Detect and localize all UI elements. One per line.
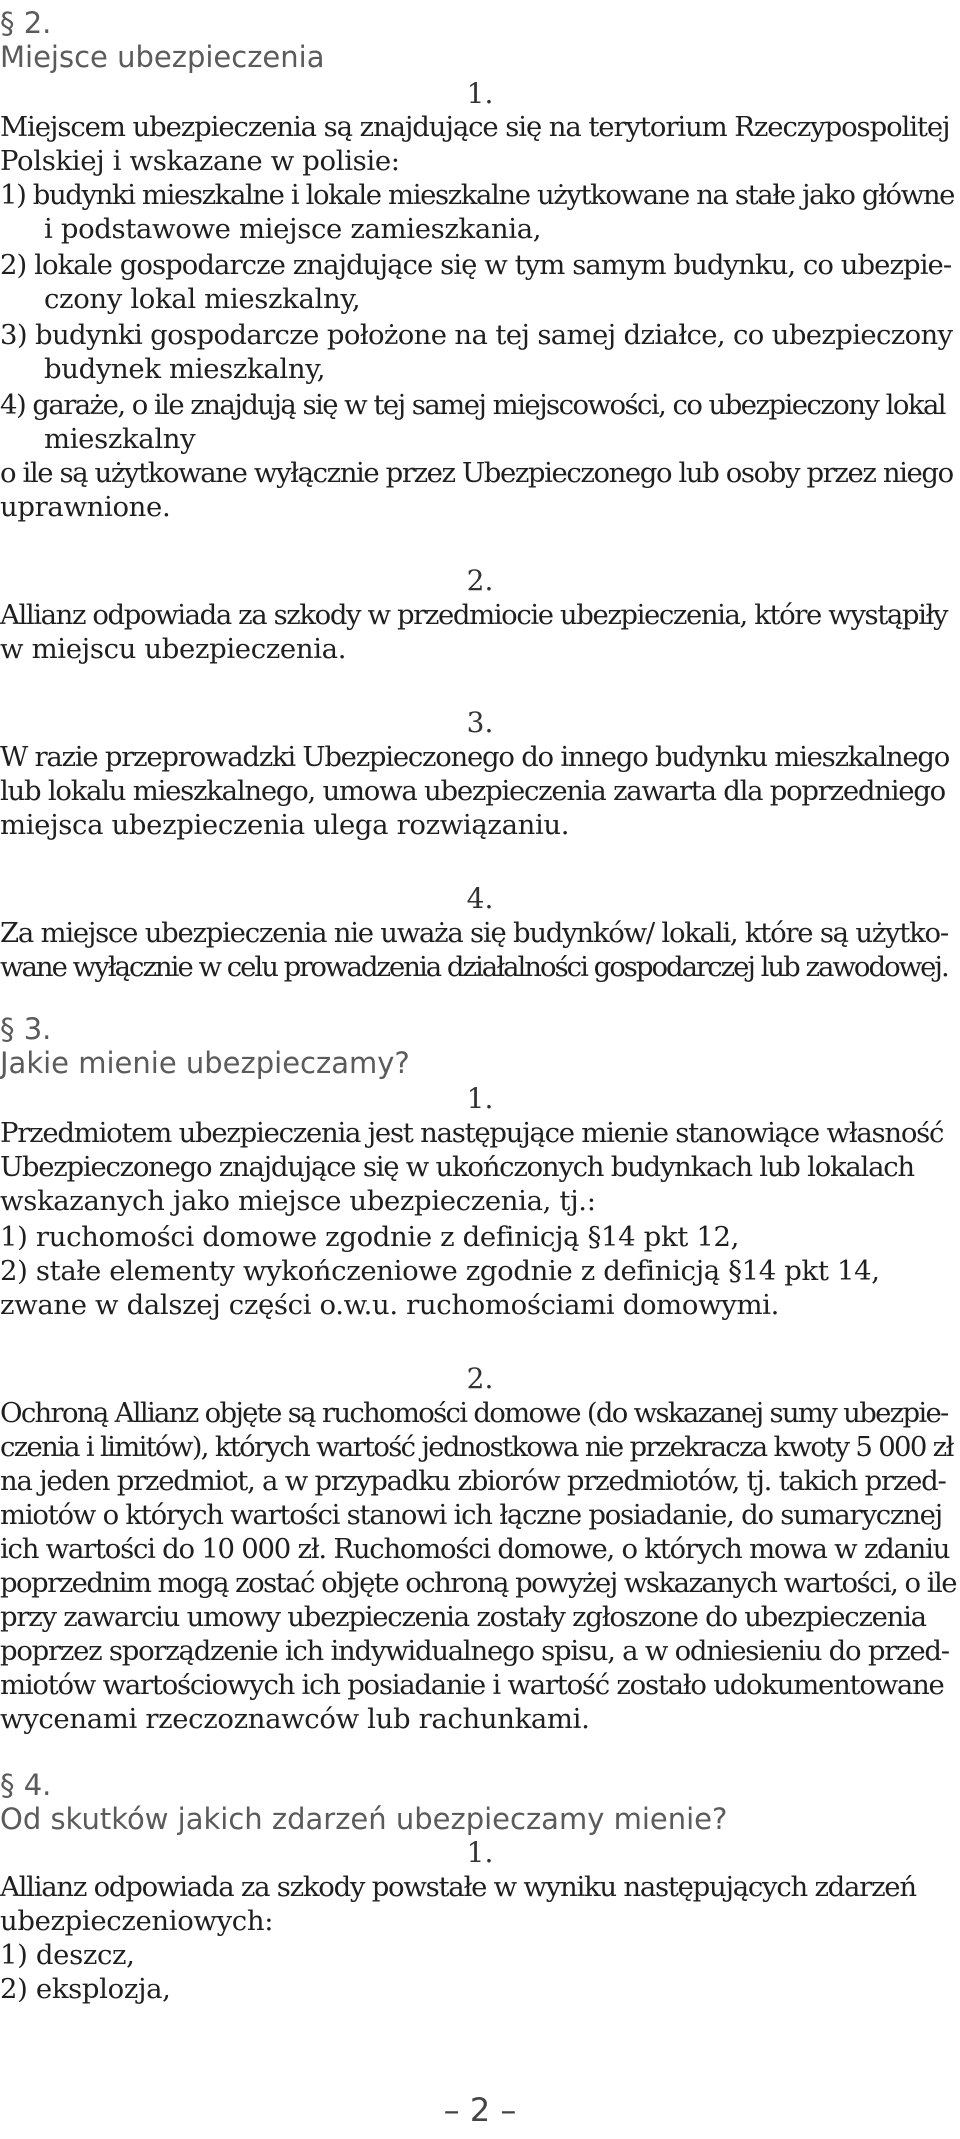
text-line: Miejscem ubezpieczenia są znajdujące się na terytorium Rzeczypospolitej [0, 111, 950, 143]
section-3-sign: § 3. [0, 1012, 52, 1046]
list-item-line: 1) deszcz, [0, 1939, 135, 1971]
text-line: na jeden przedmiot, a w przypadku zbiorów przedmiotów, tj. takich przed- [0, 1465, 946, 1497]
text-line: wycenami rzeczoznawców lub rachunkami. [0, 1703, 590, 1735]
list-item-line: czony lokal mieszkalny, [44, 283, 361, 315]
text-line: ubezpieczeniowych: [0, 1905, 274, 1937]
text-line: miotów o których wartości stanowi ich łączne posiadanie, do sumarycznej [0, 1499, 942, 1531]
paragraph-number: 2. [466, 564, 494, 597]
paragraph-number: 1. [466, 1836, 494, 1869]
text-line: ich wartości do 10 000 zł. Ruchomości domowe, o których mowa w zdaniu [0, 1533, 950, 1565]
text-line: Przedmiotem ubezpieczenia jest następujące mienie stanowiące własność [0, 1117, 944, 1149]
section-3-title: Jakie mienie ubezpieczamy? [0, 1046, 410, 1080]
paragraph-number: 3. [466, 706, 494, 739]
paragraph-number: 1. [466, 77, 494, 110]
text-line: miotów wartościowych ich posiadanie i wartość zostało udokumentowane [0, 1669, 944, 1701]
list-item-line: 2) stałe elementy wykończeniowe zgodnie z definicją §14 pkt 14, [0, 1255, 880, 1287]
text-line: Ochroną Allianz objęte są ruchomości domowe (do wskazanej sumy ubezpie- [0, 1397, 948, 1429]
section-2-title: Miejsce ubezpieczenia [0, 40, 325, 74]
text-line: Polskiej i wskazane w polisie: [0, 145, 400, 177]
paragraph-number: 1. [466, 1082, 494, 1115]
list-item-line: budynek mieszkalny, [44, 353, 326, 385]
text-line: lub lokalu mieszkalnego, umowa ubezpieczenia zawarta dla poprzedniego [0, 775, 945, 807]
text-line: Za miejsce ubezpieczenia nie uważa się budynków/ lokali, które są użytko- [0, 917, 948, 949]
text-line: Ubezpieczonego znajdujące się w ukończonych budynkach lub lokalach [0, 1151, 914, 1183]
list-item-line: 2) lokale gospodarcze znajdujące się w tym samym budynku, co ubezpie- [0, 249, 952, 281]
text-line: miejsca ubezpieczenia ulega rozwiązaniu. [0, 809, 570, 841]
paragraph-number: 2. [466, 1362, 494, 1395]
list-item-line: 1) budynki mieszkalne i lokale mieszkalne użytkowane na stałe jako główne [0, 179, 955, 211]
text-line: wane wyłącznie w celu prowadzenia działalności gospodarczej lub zawodowej. [0, 951, 948, 983]
text-line: wskazanych jako miejsce ubezpieczenia, tj.: [0, 1185, 596, 1217]
text-line: przy zawarciu umowy ubezpieczenia zostały zgłoszone do ubezpieczenia [0, 1601, 926, 1633]
paragraph-number: 4. [466, 882, 494, 915]
text-line: o ile są użytkowane wyłącznie przez Ubezpieczonego lub osoby przez niego [0, 457, 953, 489]
section-4-sign: § 4. [0, 1768, 52, 1802]
section-4-title: Od skutków jakich zdarzeń ubezpieczamy mienie? [0, 1802, 728, 1836]
list-item-line: 2) eksplozja, [0, 1973, 171, 2005]
page-number: – 2 – [443, 2091, 517, 2129]
text-line: poprzednim mogą zostać objęte ochroną powyżej wskazanych wartości, o ile [0, 1567, 956, 1599]
text-line: uprawnione. [0, 491, 171, 523]
list-item-line: mieszkalny [44, 423, 196, 455]
text-line: Allianz odpowiada za szkody w przedmiocie ubezpieczenia, które wystąpiły [0, 599, 948, 631]
section-2-sign: § 2. [0, 6, 52, 40]
text-line: zwane w dalszej części o.w.u. ruchomościami domowymi. [0, 1289, 780, 1321]
list-item-line: 1) ruchomości domowe zgodnie z definicją §14 pkt 12, [0, 1221, 740, 1253]
list-item-line: 3) budynki gospodarcze położone na tej samej działce, co ubezpieczony [0, 319, 953, 351]
text-line: czenia i limitów), których wartość jednostkowa nie przekracza kwoty 5 000 zł [0, 1431, 953, 1463]
text-line: poprzez sporządzenie ich indywidualnego spisu, a w odniesieniu do przed- [0, 1635, 949, 1667]
list-item-line: i podstawowe miejsce zamieszkania, [44, 213, 542, 245]
list-item-line: 4) garaże, o ile znajdują się w tej samej miejscowości, co ubezpieczony lokal [0, 389, 946, 421]
text-line: w miejscu ubezpieczenia. [0, 633, 347, 665]
text-line: W razie przeprowadzki Ubezpieczonego do innego budynku mieszkalnego [0, 741, 950, 773]
text-line: Allianz odpowiada za szkody powstałe w wyniku następujących zdarzeń [0, 1871, 916, 1903]
